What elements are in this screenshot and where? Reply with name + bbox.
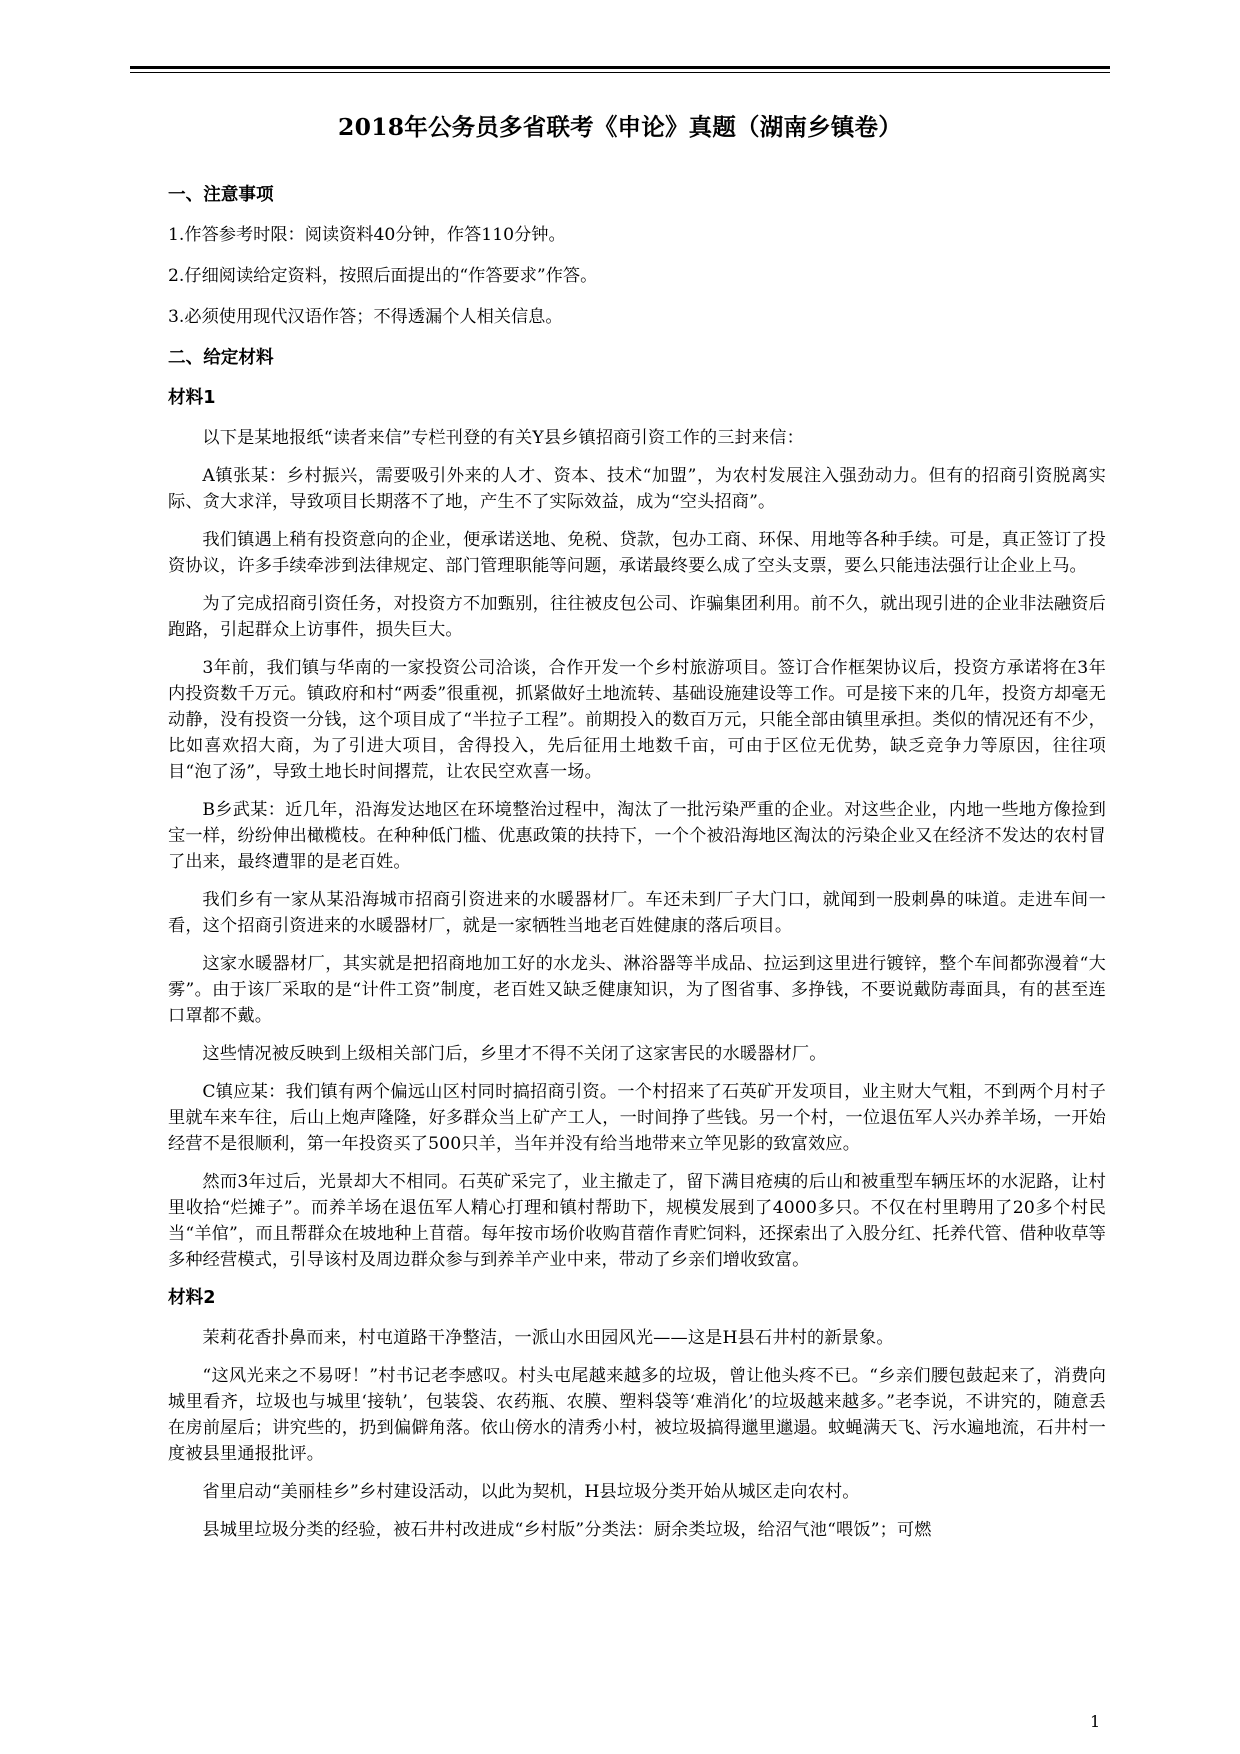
material-1-paragraph: 以下是某地报纸“读者来信”专栏刊登的有关Y县乡镇招商引资工作的三封来信： [202,428,804,448]
material-1-paragraph: A镇张某：乡村振兴，需要吸引外来的人才、资本、技术“加盟”，为农村发展注入强劲动力。但有的招商引资脱离实际、贪大求洋，导致项目长期落不了地，产生不了实际效益，成为“空头招商”。 [168,466,1106,512]
document-title: 2018年公务员多省联考《申论》真题（湖南乡镇卷） [338,113,902,141]
material-1-heading: 材料1 [168,388,216,408]
material-1-paragraph: 3年前，我们镇与华南的一家投资公司洽谈，合作开发一个乡村旅游项目。签订合作框架协议后，投资方承诺将在3年内投资数千万元。镇政府和村“两委”很重视，抓紧做好土地流转、基础设施建设等工作。可是接下来的几年，投资方却毫无动静，没有投资一分钱，这个项目成了“半拉子工程”。前期投入的数百万元，只能全部由镇里承担。类似的情况还有不少，比如喜欢招大商，为了引进大项目，舍得投入，先后征用土地数千亩，可由于区位无优势，缺乏竞争力等原因，往往项目“泡了汤”，导致土地长时间撂荒，让农民空欢喜一场。 [168,658,1106,782]
header-rule-thick [130,66,1110,69]
note-item: 3.必须使用现代汉语作答；不得透漏个人相关信息。 [168,307,563,327]
material-2-paragraph: “这风光来之不易呀！”村书记老李感叹。村头屯尾越来越多的垃圾，曾让他头疼不已。“乡亲们腰包鼓起来了，消费向城里看齐，垃圾也与城里‘接轨’，包装袋、农药瓶、农膜、塑料袋等‘难消化’的垃圾越来越多。”老李说，不讲究的，随意丢在房前屋后；讲究些的，扔到偏僻角落。依山傍水的清秀小村，被垃圾搞得邋里邋遢。蚊蝇满天飞、污水遍地流，石井村一度被县里通报批评。 [168,1366,1106,1464]
material-1-paragraph: 然而3年过后，光景却大不相同。石英矿采完了，业主撤走了，留下满目疮痍的后山和被重型车辆压坏的水泥路，让村里收拾“烂摊子”。而养羊场在退伍军人精心打理和镇村帮助下，规模发展到了4000多只。不仅在村里聘用了20多个村民当“羊倌”，而且帮群众在坡地种上苜蓿。每年按市场价收购苜蓿作青贮饲料，还探索出了入股分红、托养代管、借种收草等多种经营模式，引导该村及周边群众参与到养羊产业中来，带动了乡亲们增收致富。 [168,1172,1106,1270]
material-1-paragraph: 为了完成招商引资任务，对投资方不加甄别，往往被皮包公司、诈骗集团利用。前不久，就出现引进的企业非法融资后跑路，引起群众上访事件，损失巨大。 [168,594,1106,640]
material-2-paragraph: 茉莉花香扑鼻而来，村屯道路干净整洁，一派山水田园风光——这是H县石井村的新景象。 [202,1328,894,1348]
section-heading-notes: 一、注意事项 [168,185,274,205]
material-1-paragraph: 这些情况被反映到上级相关部门后，乡里才不得不关闭了这家害民的水暖器材厂。 [202,1044,827,1064]
material-2-paragraph: 县城里垃圾分类的经验，被石井村改进成“乡村版”分类法：厨余类垃圾，给沼气池“喂饭”；可燃 [202,1520,932,1540]
material-1-paragraph: 我们乡有一家从某沿海城市招商引资进来的水暖器材厂。车还未到厂子大门口，就闻到一股刺鼻的味道。走进车间一看，这个招商引资进来的水暖器材厂，就是一家牺牲当地老百姓健康的落后项目。 [168,890,1106,936]
page-number: 1 [1090,1712,1101,1731]
material-1-paragraph: C镇应某：我们镇有两个偏远山区村同时搞招商引资。一个村招来了石英矿开发项目，业主财大气粗，不到两个月村子里就车来车往，后山上炮声隆隆，好多群众当上矿产工人，一时间挣了些钱。另一个村，一位退伍军人兴办养羊场，一开始经营不是很顺利，第一年投资买了500只羊，当年并没有给当地带来立竿见影的致富效应。 [168,1082,1106,1154]
material-2-paragraph: 省里启动“美丽桂乡”乡村建设活动，以此为契机，H县垃圾分类开始从城区走向农村。 [202,1482,860,1502]
document-body [168,182,1106,1555]
note-item: 2.仔细阅读给定资料，按照后面提出的“作答要求”作答。 [168,266,598,286]
header-rule-thin [130,72,1110,73]
note-item: 1.作答参考时限：阅读资料40分钟，作答110分钟。 [168,225,566,245]
material-1-paragraph: 这家水暖器材厂，其实就是把招商地加工好的水龙头、淋浴器等半成品、拉运到这里进行镀锌，整个车间都弥漫着“大雾”。由于该厂采取的是“计件工资”制度，老百姓又缺乏健康知识，为了图省事、多挣钱，不要说戴防毒面具，有的甚至连口罩都不戴。 [168,954,1106,1026]
section-heading-materials: 二、给定材料 [168,348,274,368]
material-1-paragraph: 我们镇遇上稍有投资意向的企业，便承诺送地、免税、贷款，包办工商、环保、用地等各种手续。可是，真正签订了投资协议，许多手续牵涉到法律规定、部门管理职能等问题，承诺最终要么成了空头支票，要么只能违法强行让企业上马。 [168,530,1106,576]
material-2-heading: 材料2 [168,1288,216,1308]
material-1-paragraph: B乡武某：近几年，沿海发达地区在环境整治过程中，淘汰了一批污染严重的企业。对这些企业，内地一些地方像捡到宝一样，纷纷伸出橄榄枝。在种种低门槛、优惠政策的扶持下，一个个被沿海地区淘汰的污染企业又在经济不发达的农村冒了出来，最终遭罪的是老百姓。 [168,800,1106,872]
